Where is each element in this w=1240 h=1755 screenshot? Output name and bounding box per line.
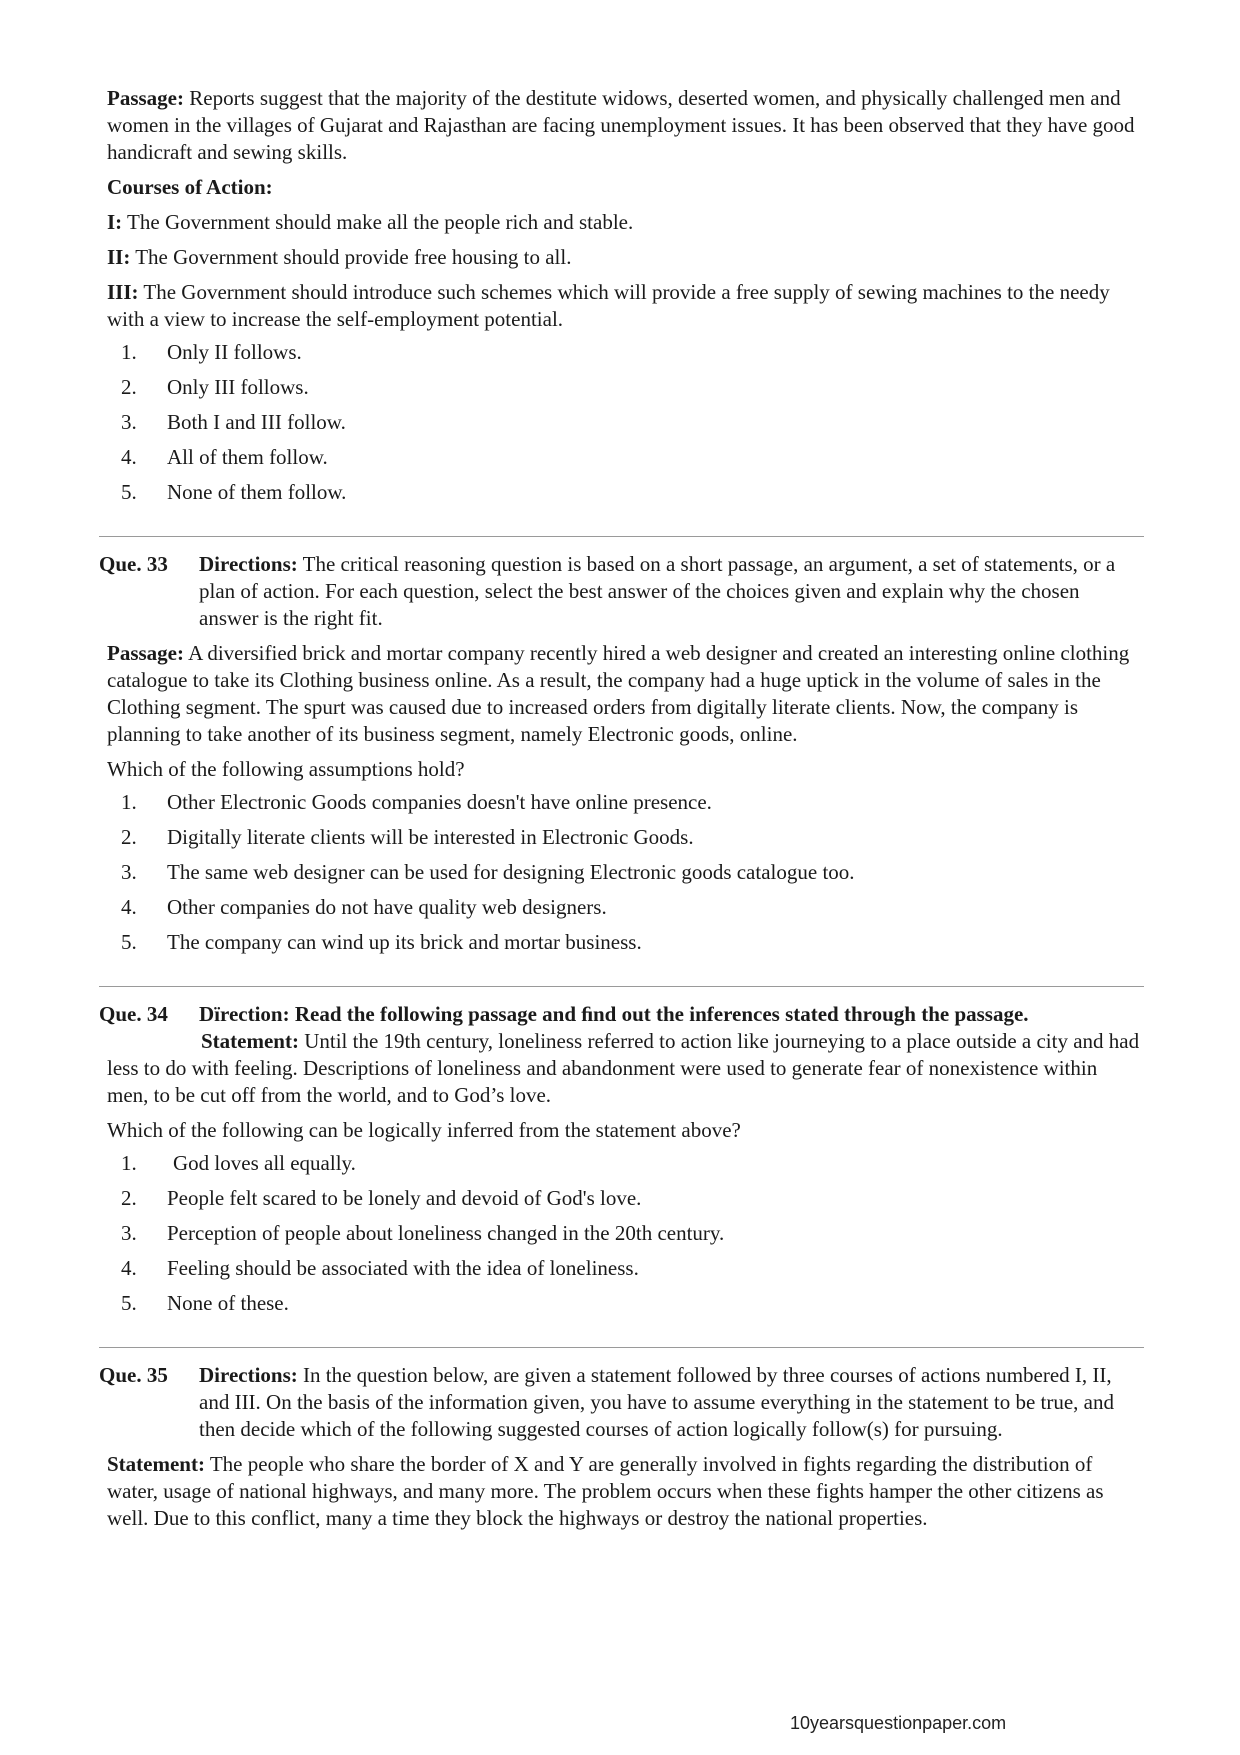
q32-options — [107, 339, 1142, 514]
option-item: 3. The same web designer can be used for designing Electronic goods catalogue too. — [121, 860, 855, 884]
q35-statement: Statement: The people who share the border of X and Y are generally involved in fights regarding the distribution of water, usage of national highways, and many more. The problem occurs when these fights hamper the other citizens as well. Due to this conflict, many a time they block the highways or destroy the national properties. — [107, 1452, 1104, 1530]
q32-passage-label: Passage: — [107, 86, 184, 110]
question-number: Que. 35 — [99, 1363, 168, 1387]
q35-directions: Directions: In the question below, are given a statement followed by three courses of actions numbered I, II, and III. On the basis of the information given, you have to assume everything in the statement to be true, and then decide which of the following suggested courses of action logically follow(s) for pursuing. — [199, 1363, 1115, 1441]
q32-course-2: II: The Government should provide free housing to all. — [107, 245, 572, 269]
q32-course-3: III: The Government should introduce such schemes which will provide a free supply of sewing machines to the needy with a view to increase the self-employment potential. — [107, 280, 1110, 331]
option-item: 4. All of them follow. — [121, 445, 328, 469]
q32-passage — [107, 85, 1142, 166]
q33-directions: Directions: The critical reasoning question is based on a short passage, an argument, a set of statements, or a plan of action. For each question, select the best answer of the choices given and explain why the chosen answer is the right fit. — [199, 552, 1116, 630]
divider — [99, 986, 1144, 987]
q33-question: Which of the following assumptions hold? — [107, 757, 465, 781]
divider — [99, 536, 1144, 537]
q35-header — [99, 1362, 1142, 1443]
option-item: 1. Only II follows. — [121, 340, 302, 364]
q34-direction: Dïrection: Read the following passage and ﬁnd out the inferences stated through the passage. — [199, 1002, 1029, 1026]
option-item: 3. Both I and III follow. — [121, 410, 346, 434]
q34-header — [99, 1001, 1142, 1028]
option-item: 4. Feeling should be associated with the idea of loneliness. — [121, 1256, 639, 1280]
divider — [99, 1347, 1144, 1348]
option-item: 2. Digitally literate clients will be interested in Electronic Goods. — [121, 825, 694, 849]
q32-course-1: I: The Government should make all the people rich and stable. — [107, 210, 634, 234]
option-item: 2. Only III follows. — [121, 375, 309, 399]
footer-watermark: 10yearsquestionpaper.com — [790, 1713, 1007, 1733]
option-item: 3. Perception of people about loneliness changed in the 20th century. — [121, 1221, 725, 1245]
option-item: 1. Other Electronic Goods companies doesn't have online presence. — [121, 790, 712, 814]
option-item: 2. People felt scared to be lonely and devoid of God's love. — [121, 1186, 642, 1210]
option-item: 1. God loves all equally. — [121, 1151, 356, 1175]
option-item: 5. None of them follow. — [121, 480, 347, 504]
q32-courses-heading: Courses of Action: — [107, 175, 273, 199]
option-item: 4. Other companies do not have quality web designers. — [121, 895, 607, 919]
q33-passage: Passage: A diversified brick and mortar company recently hired a web designer and created an interesting online clothing catalogue to take its Clothing business online. As a result, the company had a huge uptick in the volume of sales in the Clothing segment. The spurt was caused due to increased orders from digitally literate clients. Now, the company is planning to take another of its business segment, namely Electronic goods, online. — [107, 641, 1130, 746]
q33-options — [107, 789, 1142, 964]
q32-passage-text: Reports suggest that the majority of the destitute widows, deserted women, and physically challenged men and women in the villages of Gujarat and Rajasthan are facing unemployment issues. It has been observed that they have good handicraft and sewing skills. — [107, 86, 1135, 164]
option-item: 5. None of these. — [121, 1291, 289, 1315]
document-page — [99, 85, 1142, 1540]
question-number: Que. 33 — [99, 552, 168, 576]
q34-statement: Statement: Until the 19th century, loneliness referred to action like journeying to a place outside a city and had less to do with feeling. Descriptions of loneliness and abandonment were used to generate fear of nonexistence within men, to be cut off from the world, and to God’s love. — [107, 1029, 1140, 1107]
option-item: 5. The company can wind up its brick and mortar business. — [121, 930, 642, 954]
q34-options — [107, 1150, 1142, 1325]
q34-question: Which of the following can be logically inferred from the statement above? — [107, 1118, 741, 1142]
question-number: Que. 34 — [99, 1002, 168, 1026]
q33-header — [99, 551, 1142, 632]
